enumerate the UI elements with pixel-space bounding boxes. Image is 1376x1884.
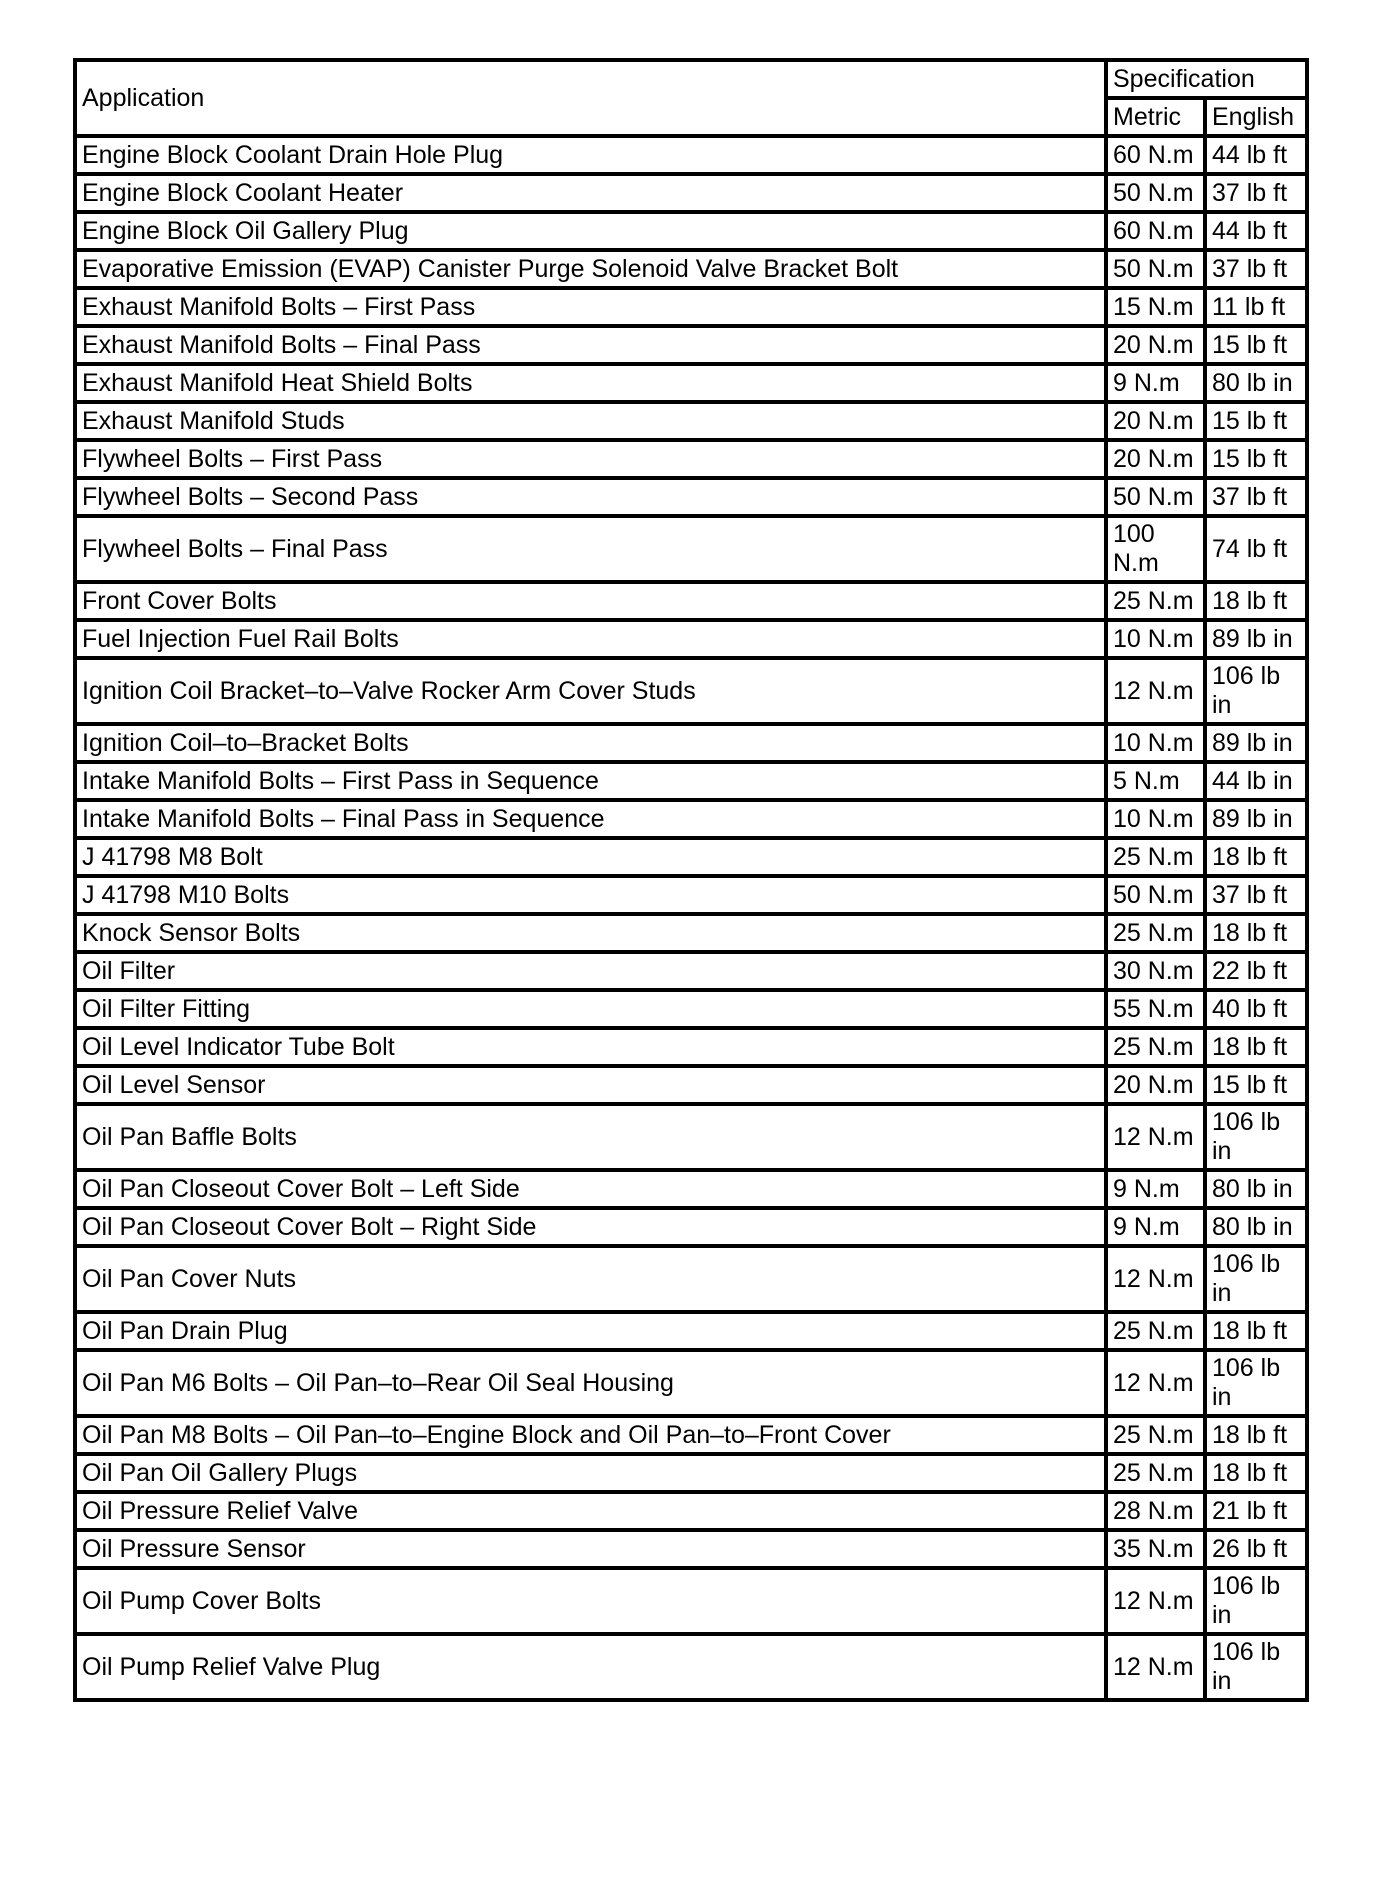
metric-cell: 9 N.m: [1106, 1208, 1205, 1246]
application-cell: Flywheel Bolts – Final Pass: [75, 516, 1106, 582]
application-cell: Engine Block Coolant Heater: [75, 174, 1106, 212]
table-row: [75, 174, 1307, 212]
table-row: [75, 838, 1307, 876]
metric-cell: 12 N.m: [1106, 1104, 1205, 1170]
table-row: [75, 1568, 1307, 1634]
application-cell: Exhaust Manifold Studs: [75, 402, 1106, 440]
english-cell: 18 lb ft: [1205, 1416, 1307, 1454]
table-row: [75, 1104, 1307, 1170]
metric-cell: 28 N.m: [1106, 1492, 1205, 1530]
english-cell: 80 lb in: [1205, 1208, 1307, 1246]
english-cell: 37 lb ft: [1205, 250, 1307, 288]
metric-cell: 25 N.m: [1106, 582, 1205, 620]
table-row: [75, 1208, 1307, 1246]
table-row: [75, 516, 1307, 582]
english-cell: 40 lb ft: [1205, 990, 1307, 1028]
table-row: [75, 800, 1307, 838]
english-cell: 37 lb ft: [1205, 174, 1307, 212]
metric-cell: 10 N.m: [1106, 620, 1205, 658]
application-cell: Intake Manifold Bolts – Final Pass in Sequence: [75, 800, 1106, 838]
application-cell: Exhaust Manifold Heat Shield Bolts: [75, 364, 1106, 402]
table-row: [75, 876, 1307, 914]
application-cell: Engine Block Coolant Drain Hole Plug: [75, 136, 1106, 174]
english-cell: 106 lb in: [1205, 1634, 1307, 1700]
metric-cell: 25 N.m: [1106, 914, 1205, 952]
table-row: [75, 582, 1307, 620]
table-row: [75, 1350, 1307, 1416]
application-cell: Exhaust Manifold Bolts – Final Pass: [75, 326, 1106, 364]
metric-cell: 25 N.m: [1106, 1028, 1205, 1066]
english-cell: 18 lb ft: [1205, 838, 1307, 876]
application-cell: Ignition Coil–to–Bracket Bolts: [75, 724, 1106, 762]
english-cell: 15 lb ft: [1205, 440, 1307, 478]
english-cell: 106 lb in: [1205, 1246, 1307, 1312]
table-row: [75, 136, 1307, 174]
english-cell: 74 lb ft: [1205, 516, 1307, 582]
table-row: [75, 1312, 1307, 1350]
application-cell: Oil Filter: [75, 952, 1106, 990]
table-row: [75, 212, 1307, 250]
english-cell: 22 lb ft: [1205, 952, 1307, 990]
table-row: [75, 288, 1307, 326]
header-row-top: [75, 60, 1307, 98]
metric-cell: 12 N.m: [1106, 658, 1205, 724]
english-cell: 26 lb ft: [1205, 1530, 1307, 1568]
english-cell: 44 lb ft: [1205, 212, 1307, 250]
table-row: [75, 1170, 1307, 1208]
table-row: [75, 952, 1307, 990]
table-row: [75, 724, 1307, 762]
metric-cell: 20 N.m: [1106, 440, 1205, 478]
english-cell: 37 lb ft: [1205, 478, 1307, 516]
english-cell: 80 lb in: [1205, 364, 1307, 402]
metric-cell: 12 N.m: [1106, 1350, 1205, 1416]
application-cell: J 41798 M10 Bolts: [75, 876, 1106, 914]
metric-cell: 25 N.m: [1106, 1312, 1205, 1350]
english-cell: 37 lb ft: [1205, 876, 1307, 914]
application-cell: Front Cover Bolts: [75, 582, 1106, 620]
table-row: [75, 1246, 1307, 1312]
table-row: [75, 620, 1307, 658]
english-cell: 11 lb ft: [1205, 288, 1307, 326]
metric-cell: 60 N.m: [1106, 212, 1205, 250]
english-cell: 15 lb ft: [1205, 326, 1307, 364]
metric-cell: 60 N.m: [1106, 136, 1205, 174]
application-cell: Oil Pan M8 Bolts – Oil Pan–to–Engine Block and Oil Pan–to–Front Cover: [75, 1416, 1106, 1454]
metric-cell: 20 N.m: [1106, 402, 1205, 440]
application-cell: Oil Pan M6 Bolts – Oil Pan–to–Rear Oil Seal Housing: [75, 1350, 1106, 1416]
table-row: [75, 1028, 1307, 1066]
english-cell: 89 lb in: [1205, 800, 1307, 838]
table-row: [75, 914, 1307, 952]
application-cell: Oil Pump Cover Bolts: [75, 1568, 1106, 1634]
application-cell: Flywheel Bolts – Second Pass: [75, 478, 1106, 516]
metric-cell: 25 N.m: [1106, 1416, 1205, 1454]
english-cell: 89 lb in: [1205, 724, 1307, 762]
table-row: [75, 1634, 1307, 1700]
table-row: [75, 1530, 1307, 1568]
application-cell: Ignition Coil Bracket–to–Valve Rocker Arm Cover Studs: [75, 658, 1106, 724]
metric-cell: 35 N.m: [1106, 1530, 1205, 1568]
table-row: [75, 440, 1307, 478]
application-cell: Oil Pressure Relief Valve: [75, 1492, 1106, 1530]
application-cell: Fuel Injection Fuel Rail Bolts: [75, 620, 1106, 658]
torque-spec-table: [73, 58, 1309, 1702]
application-cell: J 41798 M8 Bolt: [75, 838, 1106, 876]
english-cell: 89 lb in: [1205, 620, 1307, 658]
english-cell: 15 lb ft: [1205, 402, 1307, 440]
english-cell: 106 lb in: [1205, 658, 1307, 724]
application-cell: Oil Level Sensor: [75, 1066, 1106, 1104]
application-cell: Oil Pan Oil Gallery Plugs: [75, 1454, 1106, 1492]
metric-cell: 50 N.m: [1106, 174, 1205, 212]
table-row: [75, 1066, 1307, 1104]
metric-cell: 25 N.m: [1106, 838, 1205, 876]
metric-cell: 50 N.m: [1106, 478, 1205, 516]
english-cell: 80 lb in: [1205, 1170, 1307, 1208]
application-cell: Knock Sensor Bolts: [75, 914, 1106, 952]
application-cell: Oil Pump Relief Valve Plug: [75, 1634, 1106, 1700]
table-row: [75, 762, 1307, 800]
table-row: [75, 364, 1307, 402]
metric-cell: 55 N.m: [1106, 990, 1205, 1028]
english-cell: 106 lb in: [1205, 1350, 1307, 1416]
application-cell: Oil Pan Closeout Cover Bolt – Left Side: [75, 1170, 1106, 1208]
application-cell: Oil Filter Fitting: [75, 990, 1106, 1028]
metric-cell: 20 N.m: [1106, 1066, 1205, 1104]
metric-cell: 12 N.m: [1106, 1246, 1205, 1312]
metric-cell: 50 N.m: [1106, 250, 1205, 288]
application-cell: Engine Block Oil Gallery Plug: [75, 212, 1106, 250]
metric-cell: 10 N.m: [1106, 724, 1205, 762]
metric-cell: 12 N.m: [1106, 1634, 1205, 1700]
application-cell: Oil Pan Cover Nuts: [75, 1246, 1106, 1312]
application-cell: Oil Pan Baffle Bolts: [75, 1104, 1106, 1170]
english-cell: 15 lb ft: [1205, 1066, 1307, 1104]
application-cell: Oil Pan Drain Plug: [75, 1312, 1106, 1350]
metric-cell: 9 N.m: [1106, 364, 1205, 402]
english-cell: 18 lb ft: [1205, 1312, 1307, 1350]
english-cell: 18 lb ft: [1205, 914, 1307, 952]
application-cell: Flywheel Bolts – First Pass: [75, 440, 1106, 478]
english-cell: 106 lb in: [1205, 1104, 1307, 1170]
metric-cell: 5 N.m: [1106, 762, 1205, 800]
metric-cell: 15 N.m: [1106, 288, 1205, 326]
english-cell: 21 lb ft: [1205, 1492, 1307, 1530]
table-row: [75, 402, 1307, 440]
metric-cell: 9 N.m: [1106, 1170, 1205, 1208]
table-row: [75, 1492, 1307, 1530]
application-cell: Intake Manifold Bolts – First Pass in Sequence: [75, 762, 1106, 800]
application-cell: Oil Level Indicator Tube Bolt: [75, 1028, 1106, 1066]
english-header: English: [1205, 98, 1307, 136]
application-cell: Exhaust Manifold Bolts – First Pass: [75, 288, 1106, 326]
table-row: [75, 990, 1307, 1028]
metric-header: Metric: [1106, 98, 1205, 136]
table-row: [75, 658, 1307, 724]
metric-cell: 25 N.m: [1106, 1454, 1205, 1492]
table-row: [75, 326, 1307, 364]
english-cell: 44 lb in: [1205, 762, 1307, 800]
metric-cell: 20 N.m: [1106, 326, 1205, 364]
specification-header: Specification: [1106, 60, 1307, 98]
english-cell: 18 lb ft: [1205, 1028, 1307, 1066]
table-row: [75, 1454, 1307, 1492]
application-cell: Oil Pan Closeout Cover Bolt – Right Side: [75, 1208, 1106, 1246]
application-cell: Evaporative Emission (EVAP) Canister Purge Solenoid Valve Bracket Bolt: [75, 250, 1106, 288]
table-body: [75, 136, 1307, 1700]
metric-cell: 10 N.m: [1106, 800, 1205, 838]
application-header: Application: [75, 60, 1106, 136]
english-cell: 18 lb ft: [1205, 1454, 1307, 1492]
english-cell: 44 lb ft: [1205, 136, 1307, 174]
metric-cell: 12 N.m: [1106, 1568, 1205, 1634]
table-row: [75, 1416, 1307, 1454]
english-cell: 18 lb ft: [1205, 582, 1307, 620]
table-row: [75, 250, 1307, 288]
metric-cell: 100 N.m: [1106, 516, 1205, 582]
application-cell: Oil Pressure Sensor: [75, 1530, 1106, 1568]
english-cell: 106 lb in: [1205, 1568, 1307, 1634]
metric-cell: 30 N.m: [1106, 952, 1205, 990]
table-row: [75, 478, 1307, 516]
metric-cell: 50 N.m: [1106, 876, 1205, 914]
